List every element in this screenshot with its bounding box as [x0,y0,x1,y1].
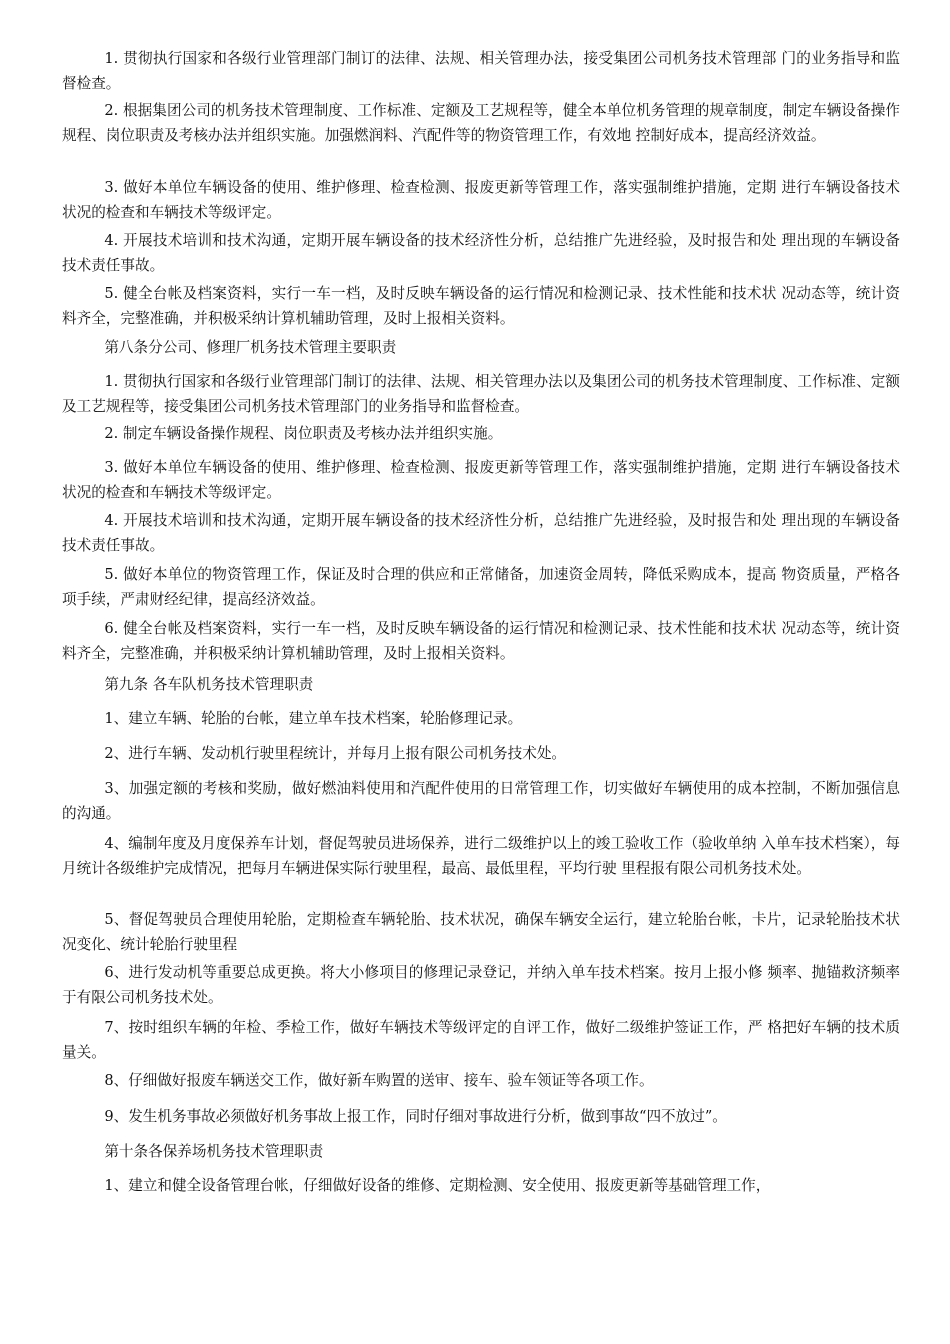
paragraph: 1、建立车辆、轮胎的台帐，建立单车技术档案，轮胎修理记录。 [104,710,523,727]
paragraph: 5. 健全台帐及档案资料，实行一车一档，及时反映车辆设备的运行情况和检测记录、技术性能和技术状 况动态等，统计资料齐全，完整准确，并积极采纳计算机辅助管理，及时上报相关资料。 [62,285,900,327]
paragraph: 1. 贯彻执行国家和各级行业管理部门制订的法律、法规、相关管理办法以及集团公司的机务技术管理制度、工作标准、定额及工艺规程等，接受集团公司机务技术管理部门的业务指导和监督检查。 [62,373,900,415]
paragraph: 1、建立和健全设备管理台帐，仔细做好设备的维修、定期检测、安全使用、报废更新等基础管理工作， [104,1177,771,1194]
paragraph: 6、进行发动机等重要总成更换。将大小修项目的修理记录登记，并纳入单车技术档案。按月上报小修 频率、抛锚救济频率于有限公司机务技术处。 [62,964,900,1006]
paragraph: 5、督促驾驶员合理使用轮胎，定期检查车辆轮胎、技术状况，确保车辆安全运行，建立轮胎台帐，卡片，记录轮胎技术状况变化、统计轮胎行驶里程 [62,911,900,953]
paragraph: 2. 制定车辆设备操作规程、岗位职责及考核办法并组织实施。 [104,425,503,442]
paragraph: 2、进行车辆、发动机行驶里程统计，并每月上报有限公司机务技术处。 [104,745,567,762]
paragraph: 4、编制年度及月度保养车计划，督促驾驶员进场保养，进行二级维护以上的竣工验收工作（验收单纳 入单车技术档案），每月统计各级维护完成情况，把每月车辆进保实际行驶里程，最高、最低里程，平均行驶 里程报有限公司机务技术处。 [62,835,900,877]
paragraph: 3、加强定额的考核和奖励，做好燃油料使用和汽配件使用的日常管理工作，切实做好车辆使用的成本控制，不断加强信息的沟通。 [62,780,900,822]
paragraph: 3. 做好本单位车辆设备的使用、维护修理、检查检测、报废更新等管理工作，落实强制维护措施，定期 进行车辆设备技术状况的检查和车辆技术等级评定。 [62,459,900,501]
paragraph: 9、发生机务事故必须做好机务事故上报工作，同时仔细对事故进行分析，做到事故“四不放过”。 [104,1108,727,1125]
section-heading: 第十条各保养场机务技术管理职责 [104,1143,324,1160]
section-heading: 第九条 各车队机务技术管理职责 [104,676,314,693]
paragraph: 1. 贯彻执行国家和各级行业管理部门制订的法律、法规、相关管理办法，接受集团公司机务技术管理部 门的业务指导和监督检查。 [62,50,900,92]
paragraph: 8、仔细做好报废车辆送交工作，做好新车购置的送审、接车、验车领证等各项工作。 [104,1072,654,1089]
paragraph: 4. 开展技术培训和技术沟通，定期开展车辆设备的技术经济性分析，总结推广先进经验，及时报告和处 理出现的车辆设备技术责任事故。 [62,512,900,554]
paragraph: 7、按时组织车辆的年检、季检工作，做好车辆技术等级评定的自评工作，做好二级维护签证工作，严 格把好车辆的技术质量关。 [62,1019,900,1061]
paragraph: 5. 做好本单位的物资管理工作，保证及时合理的供应和正常储备，加速资金周转，降低采购成本，提高 物资质量，严格各项手续，严肃财经纪律，提高经济效益。 [62,566,900,608]
paragraph: 4. 开展技术培训和技术沟通，定期开展车辆设备的技术经济性分析，总结推广先进经验，及时报告和处 理出现的车辆设备技术责任事故。 [62,232,900,274]
section-heading: 第八条分公司、修理厂机务技术管理主要职责 [104,339,397,356]
paragraph: 3. 做好本单位车辆设备的使用、维护修理、检查检测、报废更新等管理工作，落实强制维护措施，定期 进行车辆设备技术状况的检查和车辆技术等级评定。 [62,179,900,221]
paragraph: 6. 健全台帐及档案资料，实行一车一档，及时反映车辆设备的运行情况和检测记录、技术性能和技术状 况动态等，统计资料齐全，完整准确，并积极采纳计算机辅助管理，及时上报相关资料。 [62,620,900,662]
paragraph: 2. 根据集团公司的机务技术管理制度、工作标准、定额及工艺规程等，健全本单位机务管理的规章制度，制定车辆设备操作规程、岗位职责及考核办法并组织实施。加强燃润料、汽配件等的物资管理工作，有效地 控制好成本，提高经济效益。 [62,102,900,144]
